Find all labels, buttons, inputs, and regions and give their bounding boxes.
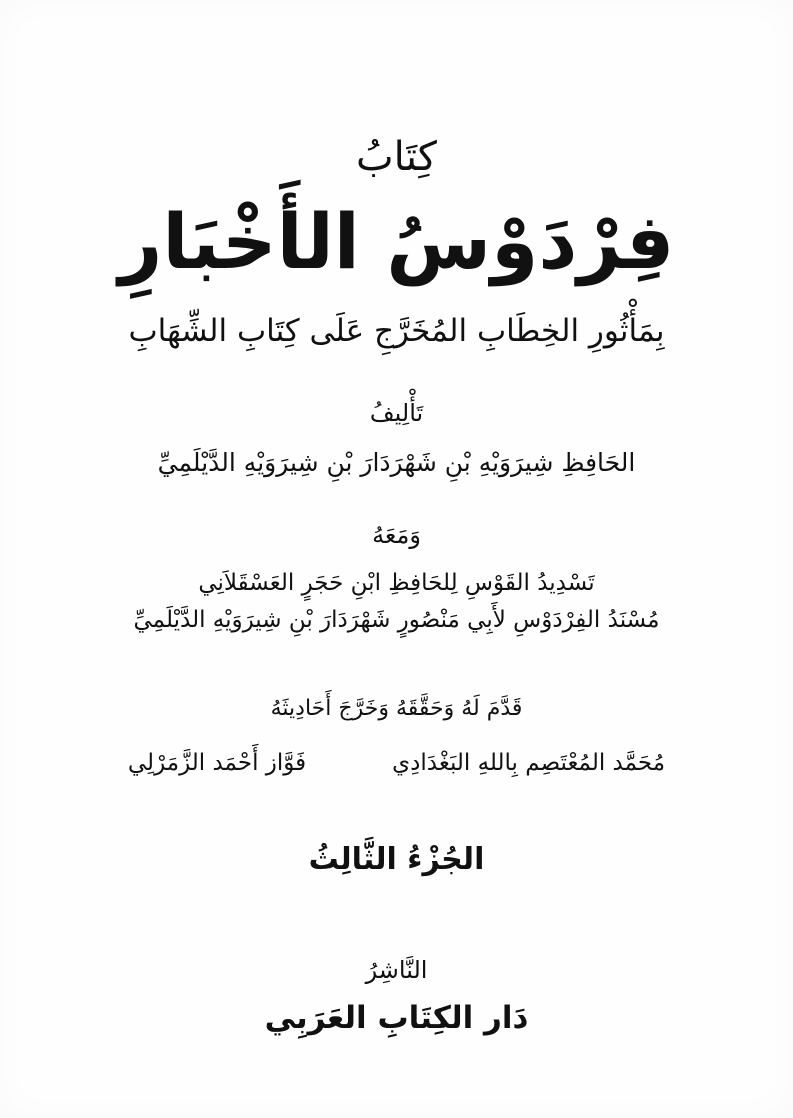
editor-name-1: مُحَمَّد المُعْتَصِم بِاللهِ البَغْدَادِي [392,749,666,776]
authorship-label: تَأْلِيفُ [369,399,424,428]
annex-work-1: تَسْدِيدُ القَوْسِ لِلحَافِظِ ابْنِ حَجَرٍ العَسْقَلاَنِي [198,569,595,596]
annex-work-2: مُسْنَدُ الفِرْدَوْسِ لأَبِي مَنْصُورٍ شَهْرَدَارَ بْنِ شِيرَوَيْهِ الدَّيْلَمِيِّ [133,606,660,633]
editors-row [128,750,665,776]
author-name: الحَافِظِ شِيرَوَيْهِ بْنِ شَهْرَدَارَ بْنِ شِيرَوَيْهِ الدَّيْلَمِيِّ [157,447,636,477]
book-main-title: فِرْدَوْسُ الأَخْبَارِ [118,197,675,286]
publisher-label: النَّاشِرُ [365,956,428,985]
kitab-label: كِتَابُ [356,134,437,180]
editors-intro: قَدَّمَ لَهُ وَحَقَّقَهُ وَخَرَّجَ أَحَادِيثَهُ [270,695,523,721]
editor-name-2: فَوَّاز أَحْمَد الزَّمَرْلِي [127,749,307,776]
annex-label: وَمَعَهُ [372,521,421,550]
publisher-name: دَار الكِتَابِ العَرَبِي [264,1000,529,1037]
volume-label: الجُزْءُ الثَّالِثُ [308,841,485,877]
book-subtitle: بِمَأْثُورِ الخِطَابِ المُخَرَّجِ عَلَى كِتَابِ الشِّهَابِ [128,313,665,350]
